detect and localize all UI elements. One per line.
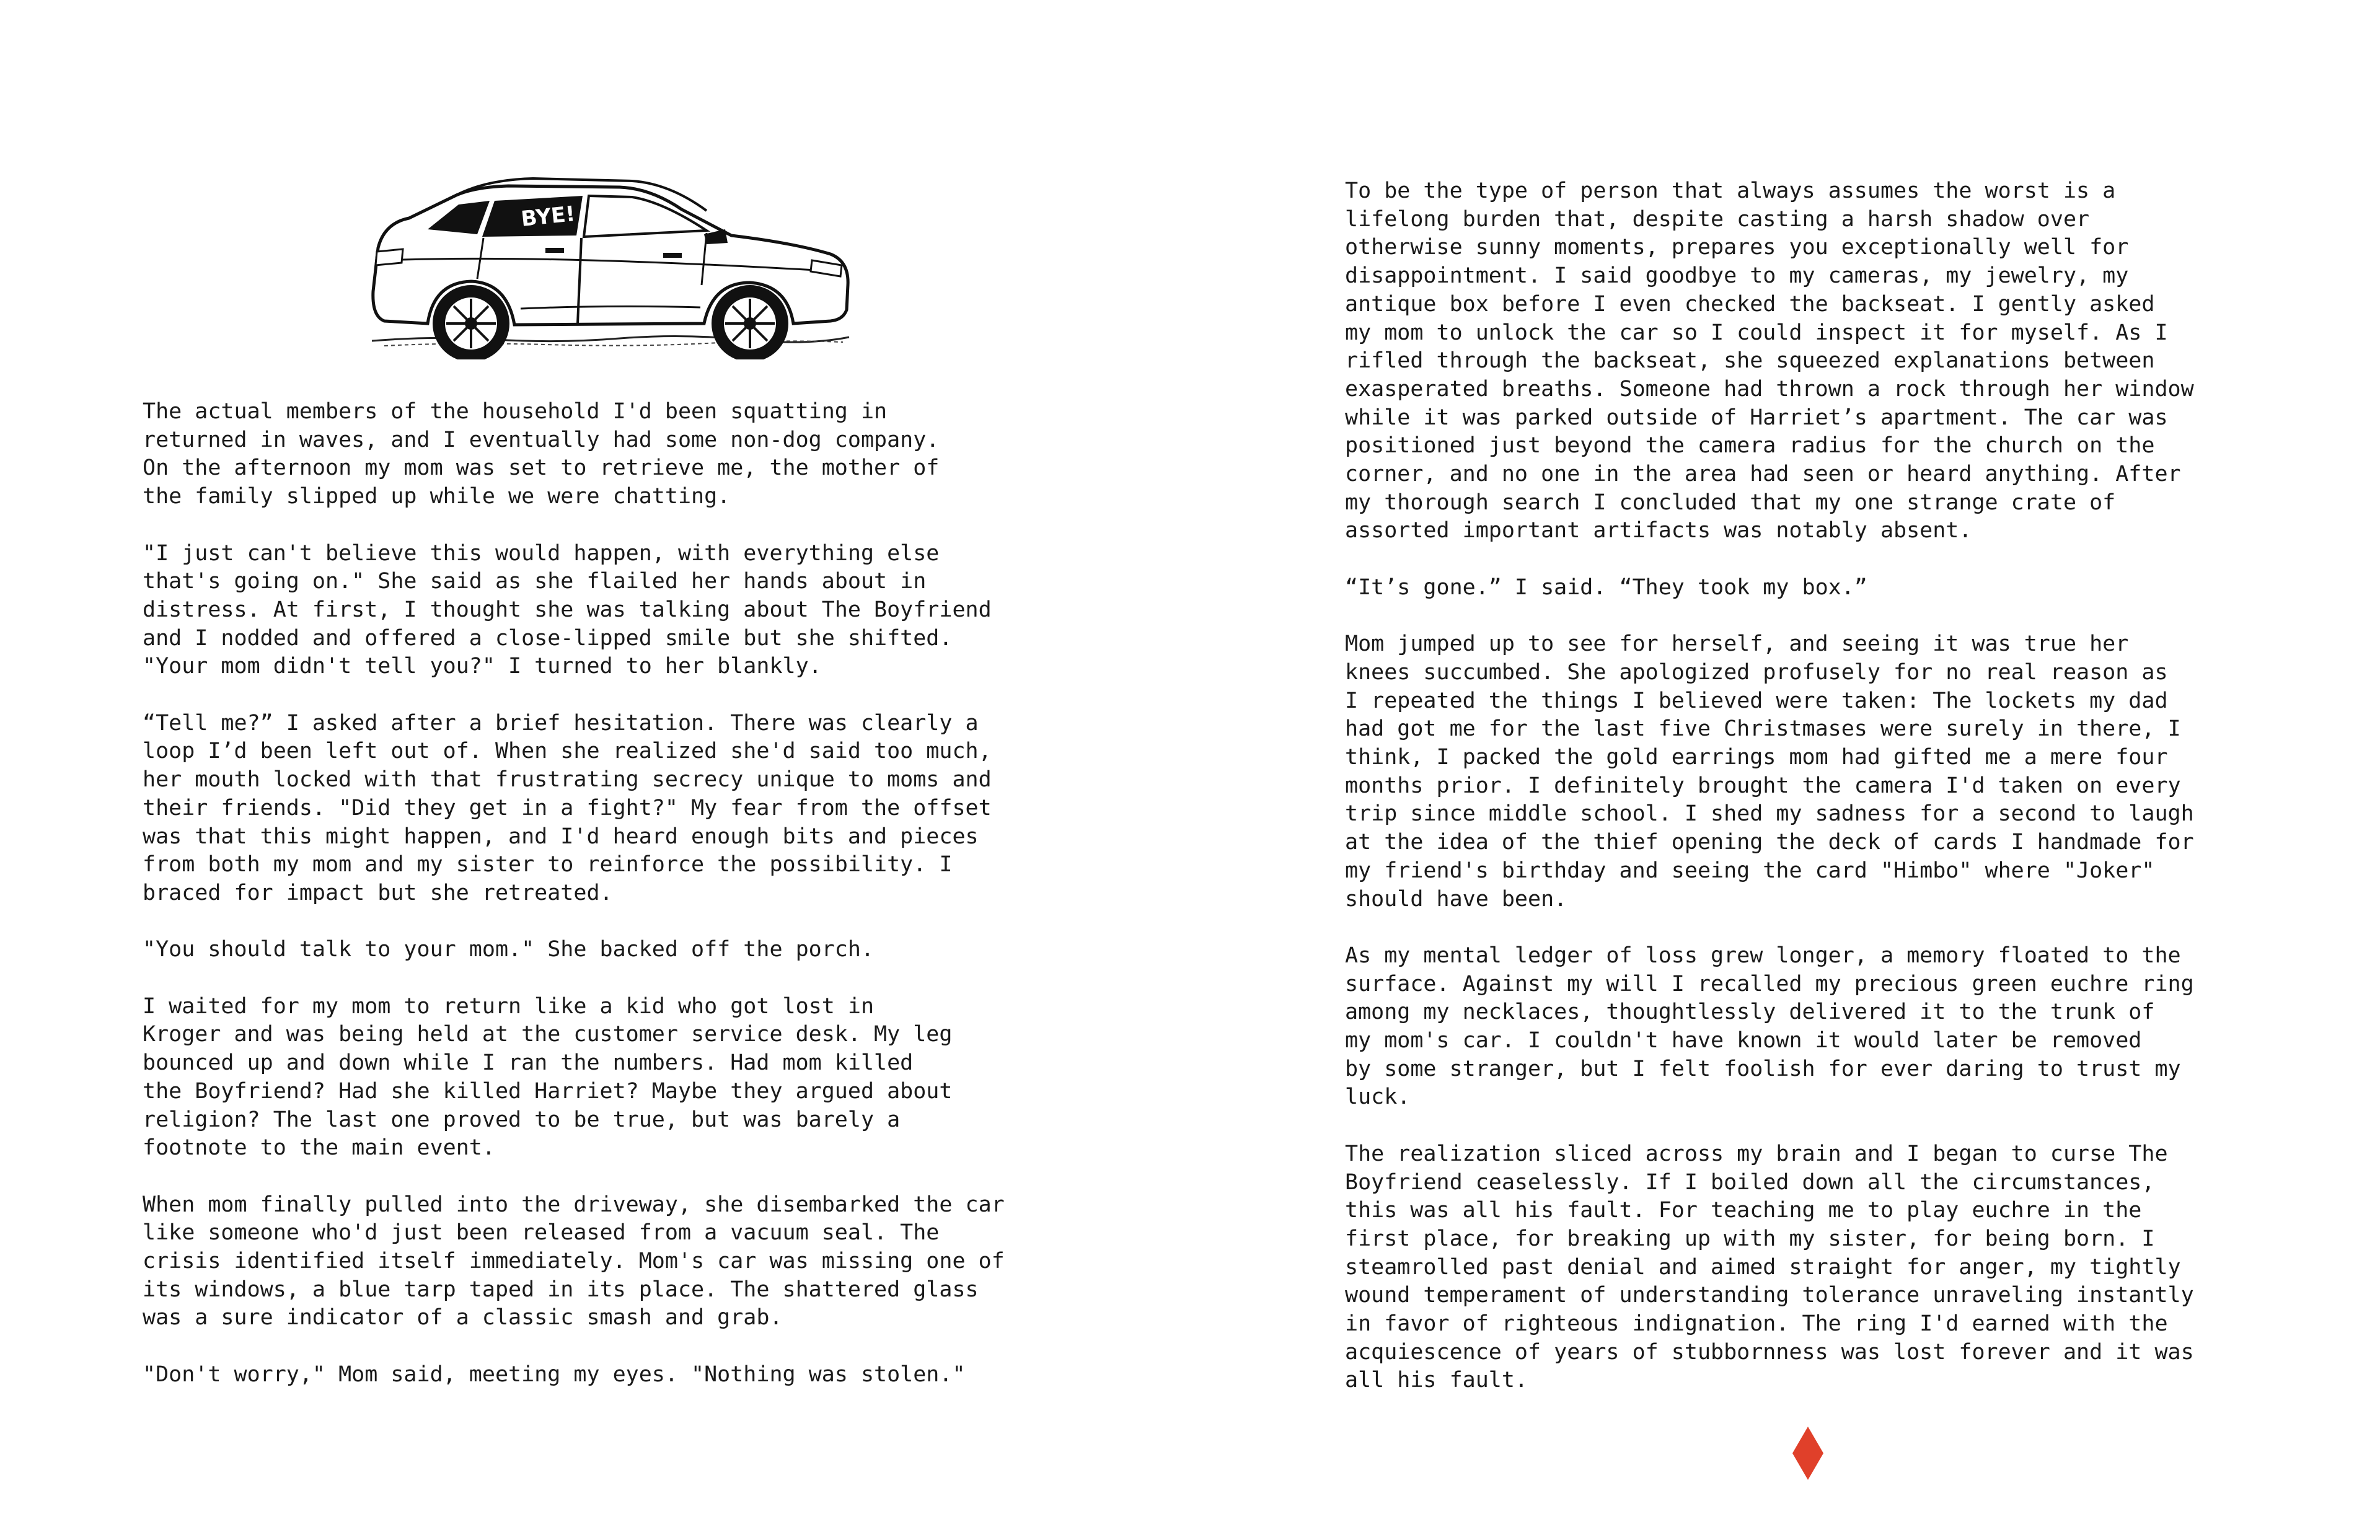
text-line: wound temperament of understanding tolerance unraveling instantly	[1345, 1283, 2194, 1308]
text-line: loop I’d been left out of. When she realized she'd said too much,	[143, 739, 992, 764]
text-line: in favor of righteous indignation. The ring I'd earned with the	[1345, 1311, 2168, 1337]
text-line: should have been.	[1345, 886, 1567, 912]
paragraph	[143, 398, 1109, 511]
text-line: first place, for breaking up with my sister, for being born. I	[1345, 1226, 2155, 1251]
text-line: corner, and no one in the area had seen or heard anything. After	[1345, 462, 2181, 487]
text-line: was that this might happen, and I'd heard enough bits and pieces	[143, 824, 979, 849]
text-line: otherwise sunny moments, prepares you exceptionally well for	[1345, 235, 2129, 260]
text-line: luck.	[1345, 1085, 1411, 1110]
text-line: Kroger and was being held at the customer service desk. My leg	[143, 1022, 953, 1047]
text-line: my mom to unlock the car so I could inspect it for myself. As I	[1345, 320, 2168, 345]
text-line: The realization sliced across my brain and I began to curse The	[1345, 1141, 2168, 1166]
text-line: “Tell me?” I asked after a brief hesitation. There was clearly a	[143, 710, 979, 736]
text-line: The actual members of the household I'd been squatting in	[143, 399, 888, 424]
text-line: steamrolled past denial and aimed straight for anger, my tightly	[1345, 1254, 2181, 1280]
text-line: their friends. "Did they get in a fight?" My fear from the offset	[143, 795, 992, 821]
left-text-column	[143, 398, 1109, 1389]
text-line: and I nodded and offered a close-lipped smile but she shifted.	[143, 625, 953, 651]
text-line: months prior. I definitely brought the camera I'd taken on every	[1345, 773, 2181, 798]
text-line: rifled through the backseat, she squeezed explanations between	[1345, 348, 2155, 374]
text-line: her mouth locked with that frustrating secrecy unique to moms and	[143, 767, 992, 793]
text-line: acquiescence of years of stubbornness was lost forever and it was	[1345, 1339, 2194, 1365]
paragraph	[143, 1361, 1109, 1389]
paragraph	[1345, 1140, 2312, 1395]
text-line: my friend's birthday and seeing the card "Himbo" where "Joker"	[1345, 858, 2155, 883]
text-line: that's going on." She said as she flailed her hands about in	[143, 569, 927, 594]
text-line: by some stranger, but I felt foolish for ever daring to trust my	[1345, 1056, 2181, 1081]
text-line: think, I packed the gold earrings mom had gifted me a mere four	[1345, 745, 2168, 770]
text-line: When mom finally pulled into the driveway, she disembarked the car	[143, 1192, 1005, 1217]
text-line: I waited for my mom to return like a kid who got lost in	[143, 993, 875, 1019]
text-line: "You should talk to your mom." She backed off the porch.	[143, 937, 875, 962]
text-line: knees succumbed. She apologized profusely for no real reason as	[1345, 659, 2168, 685]
car-icon	[359, 161, 855, 359]
text-line: Boyfriend ceaselessly. If I boiled down all the circumstances,	[1345, 1169, 2155, 1195]
paragraph	[143, 993, 1109, 1163]
text-line: I repeated the things I believed were taken: The lockets my dad	[1345, 688, 2168, 713]
paragraph	[1345, 177, 2312, 545]
text-line: positioned just beyond the camera radius for the church on the	[1345, 433, 2155, 459]
text-line: was a sure indicator of a classic smash and grab.	[143, 1305, 783, 1331]
text-line: my thorough search I concluded that my one strange crate of	[1345, 490, 2116, 515]
text-line: like someone who'd just been released from a vacuum seal. The	[143, 1220, 940, 1246]
text-line: To be the type of person that always assumes the worst is a	[1345, 178, 2116, 203]
text-line: the Boyfriend? Had she killed Harriet? Maybe they argued about	[143, 1078, 953, 1104]
paragraph	[143, 1191, 1109, 1333]
text-line: all his fault.	[1345, 1368, 1528, 1393]
text-line: disappointment. I said goodbye to my cameras, my jewelry, my	[1345, 263, 2129, 289]
text-line: distress. At first, I thought she was talking about The Boyfriend	[143, 597, 992, 622]
text-line: "Don't worry," Mom said, meeting my eyes. "Nothing was stolen."	[143, 1362, 966, 1387]
right-text-column	[1345, 177, 2312, 1395]
text-line: the family slipped up while we were chatting.	[143, 484, 731, 509]
text-line: As my mental ledger of loss grew longer, a memory floated to the	[1345, 943, 2181, 968]
text-line: Mom jumped up to see for herself, and seeing it was true her	[1345, 631, 2129, 657]
text-line: "Your mom didn't tell you?" I turned to her blankly.	[143, 654, 822, 679]
text-line: bounced up and down while I ran the numbers. Had mom killed	[143, 1050, 914, 1076]
text-line: exasperated breaths. Someone had thrown a rock through her window	[1345, 376, 2194, 402]
text-line: On the afternoon my mom was set to retrieve me, the mother of	[143, 455, 940, 481]
text-line: had got me for the last five Christmases were surely in there, I	[1345, 716, 2181, 742]
paragraph	[1345, 574, 2312, 602]
text-line: returned in waves, and I eventually had some non-dog company.	[143, 427, 940, 452]
car-illustration	[359, 161, 855, 359]
text-line: my mom's car. I couldn't have known it would later be removed	[1345, 1028, 2142, 1054]
text-line: at the idea of the thief opening the deck of cards I handmade for	[1345, 830, 2194, 855]
window-text: BYE!	[519, 201, 576, 232]
text-line: assorted important artifacts was notably absent.	[1345, 518, 1972, 543]
text-line: surface. Against my will I recalled my precious green euchre ring	[1345, 971, 2194, 997]
paragraph	[1345, 942, 2312, 1112]
text-line: antique box before I even checked the backseat. I gently asked	[1345, 291, 2155, 317]
text-line: “It’s gone.” I said. “They took my box.”	[1345, 574, 1867, 600]
diamond-suit-icon	[1791, 1425, 1825, 1481]
right-page	[1190, 0, 2380, 1540]
paragraph	[1345, 630, 2312, 913]
text-line: footnote to the main event.	[143, 1135, 495, 1161]
text-line: crisis identified itself immediately. Mom's car was missing one of	[143, 1249, 1005, 1274]
paragraph	[143, 710, 1109, 908]
paragraph	[143, 936, 1109, 964]
text-line: among my necklaces, thoughtlessly delivered it to the trunk of	[1345, 1000, 2155, 1025]
text-line: lifelong burden that, despite casting a harsh shadow over	[1345, 206, 2090, 232]
text-line: this was all his fault. For teaching me to play euchre in the	[1345, 1198, 2142, 1223]
paragraph	[143, 540, 1109, 682]
text-line: from both my mom and my sister to reinforce the possibility. I	[143, 852, 953, 878]
text-line: "I just can't believe this would happen, with everything else	[143, 540, 940, 566]
text-line: its windows, a blue tarp taped in its place. The shattered glass	[143, 1277, 979, 1302]
text-line: religion? The last one proved to be true, but was barely a	[143, 1107, 901, 1132]
text-line: while it was parked outside of Harriet’s apartment. The car was	[1345, 405, 2168, 430]
text-line: braced for impact but she retreated.	[143, 880, 613, 905]
text-line: trip since middle school. I shed my sadness for a second to laugh	[1345, 801, 2194, 827]
